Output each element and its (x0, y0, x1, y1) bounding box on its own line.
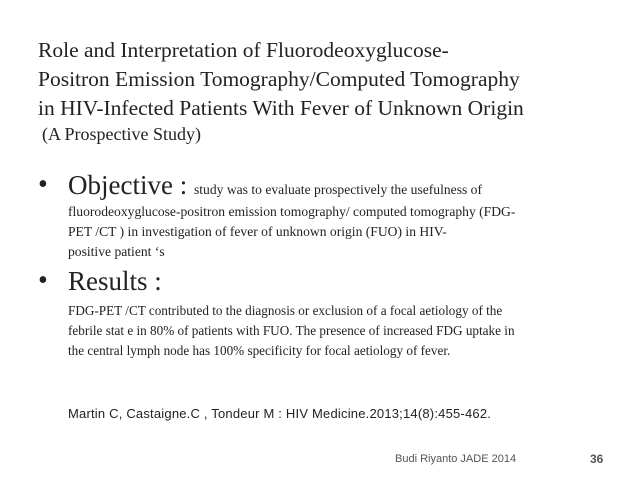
title-line-3: in HIV-Infected Patients With Fever of Unknown Origin (38, 96, 524, 120)
objective-heading-row (68, 170, 482, 201)
objective-line-3: positive patient ‘s (68, 244, 165, 259)
title-line-1: Role and Interpretation of Fluorodeoxyglucose- (38, 38, 449, 62)
results-line-3: the central lymph node has 100% specificity for focal aetiology of fever. (68, 343, 451, 358)
objective-lead-text: study was to evaluate prospectively the usefulness of (193, 182, 483, 197)
title-line-2: Positron Emission Tomography/Computed Tomography (38, 67, 520, 91)
results-bullet: • (38, 265, 48, 296)
slide-subtitle: (A Prospective Study) (42, 124, 201, 144)
objective-line-2: PET /CT ) in investigation of fever of unknown origin (FUO) in HIV- (68, 224, 447, 239)
results-line-2: febrile stat e in 80% of patients with FUO. The presence of increased FDG uptake in (68, 323, 515, 338)
results-line-1: FDG-PET /CT contributed to the diagnosis or exclusion of a focal aetiology of the (68, 303, 503, 318)
objective-line-1: fluorodeoxyglucose-positron emission tomography/ computed tomography (FDG- (68, 204, 516, 219)
citation: Martin C, Castaigne.C , Tondeur M : HIV Medicine.2013;14(8):455-462. (68, 406, 492, 421)
objective-heading: Objective : (68, 170, 194, 200)
page-number: 36 (590, 452, 604, 466)
footer-author: Budi Riyanto JADE 2014 (395, 453, 517, 465)
results-body (68, 301, 628, 361)
objective-bullet: • (38, 169, 48, 200)
results-heading: Results : (68, 266, 162, 296)
objective-body (68, 202, 620, 262)
slide-title (38, 36, 618, 123)
